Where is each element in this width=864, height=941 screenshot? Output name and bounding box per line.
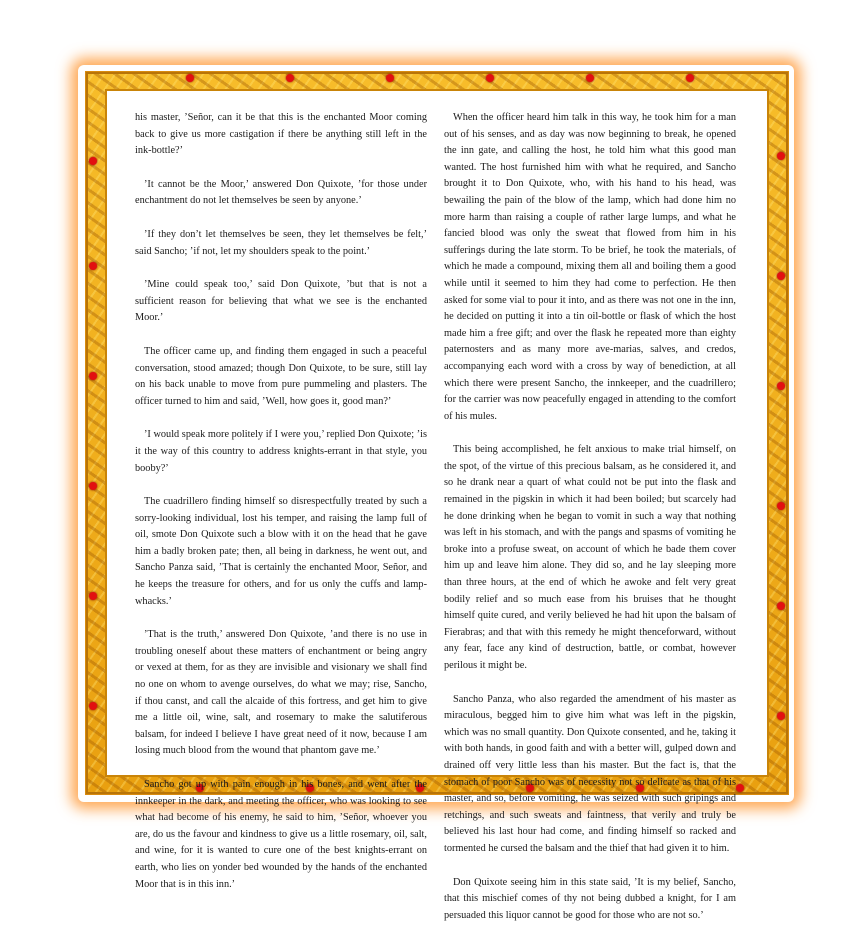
paragraph: ’If they don’t let themselves be seen, they let themselves be felt,’ said Sancho; ’if not, let my shoulders speak to the point.’ <box>135 228 427 257</box>
frame-stud <box>736 784 744 792</box>
frame-stud <box>286 74 294 82</box>
paragraph: When the officer heard him talk in this way, he took him for a man out of his senses, and as day was now beginning to break, he opened the inn gate, and calling the host, he told him what this good man wanted. The host furnished him with what he required, and Sancho brought it to Don Quixote, who, with his hand to his head, was bewailing the pain of the blow of the lamp, which had done him no more harm than raising a couple of rather large lumps, and what he fancied blood was only the sweat that flowed from him in his sufferings during the late storm. To be brief, he took the materials, of which he made a compound, mixing them all and boiling them a good while until it seemed to him they had come to perfection. He then asked for some vial to pour it into, and as there was not one in the inn, he decided on putting it into a tin oil-bottle or flask of which the host made him a free gift; and over the flask he repeated more than eighty paternosters and as many more ave-marias, salves, and credos, accompanying each word with a cross by way of benediction, at all which there were present Sancho, the innkeeper, and the cuadrillero; for the carrier was now peacefully engaged in attending to the comfort of his mules. <box>444 112 736 422</box>
paragraph: Sancho got up with pain enough in his bones, and went after the innkeeper in the dark, and meeting the officer, who was looking to see what had become of his enemy, he said to him, ’Señor, whoever you are, do us the favour and kindness to give us a little rosemary, oil, salt, and wine, for it is wanted to cure one of the best knights-errant on earth, who lies on yonder bed wounded by the hands of the enchanted Moor that is in this inn.’ <box>135 779 427 890</box>
paragraph: The officer came up, and finding them engaged in such a peaceful conversation, stood amazed; though Don Quixote, to be sure, still lay on his back unable to move from pure pummeling and plasters. The officer turned to him and said, ’Well, how goes it, good man?’ <box>135 345 427 407</box>
frame-stud <box>777 152 785 160</box>
frame-stud <box>686 74 694 82</box>
paragraph: ’That is the truth,’ answered Don Quixote, ’and there is no use in troubling oneself about these matters of enchantment or being angry or vexed at them, for as they are invisible and visionary we shall find no one on whom to avenge ourselves, do what we may; rise, Sancho, if thou canst, and call the alcaide of this fortress, and get him to give me a little oil, wine, salt, and rosemary to make the salutiferous balsam, for indeed I believe I have great need of it now, because I am losing much blood from the wound that phantom gave me.’ <box>135 629 427 757</box>
frame-stud <box>586 74 594 82</box>
frame-stud <box>89 372 97 380</box>
frame-stud <box>89 157 97 165</box>
frame-stud <box>186 74 194 82</box>
frame-stud <box>777 712 785 720</box>
frame-stud <box>777 502 785 510</box>
paragraph: Don Quixote seeing him in this state said, ’It is my belief, Sancho, that this mischief comes of thy not being dubbed a knight, for I am persuaded this liquor cannot be good for those who are not so.’ <box>444 876 736 921</box>
frame-stud <box>89 482 97 490</box>
frame-stud <box>777 602 785 610</box>
frame-stud <box>486 74 494 82</box>
right-column <box>444 110 736 941</box>
paragraph: The cuadrillero finding himself so disrespectfully treated by such a sorry-looking individual, lost his temper, and raising the lamp full of oil, smote Don Quixote such a blow with it on the head that he gave him a badly broken pate; then, all being in darkness, he went out, and Sancho Panza said, ’That is certainly the enchanted Moor, Señor, and he keeps the treasure for others, and for us only the cuffs and lamp-whacks.’ <box>135 496 427 607</box>
book-page <box>107 91 767 921</box>
paragraph: his master, ’Señor, can it be that this is the enchanted Moor coming back to give us more castigation if there be anything still left in the ink-bottle?’ <box>135 112 427 157</box>
frame-stud <box>89 702 97 710</box>
frame-stud <box>777 272 785 280</box>
frame-stud <box>777 382 785 390</box>
frame-stud <box>89 262 97 270</box>
paragraph: Sancho Panza, who also regarded the amendment of his master as miraculous, begged him to give him what was left in the pigskin, which was no small quantity. Don Quixote consented, and he, taking it with both hands, in good faith and with a better will, gulped down and drained off very little less than his master. But the fact is, that the stomach of poor Sancho was of necessity not so delicate as that of his master, and so, before vomiting, he was seized with such gripings and retchings, and such sweats and faintness, that verily and truly be believed his last hour had come, and finding himself so racked and tormented he cursed the balsam and the thief that had given it to him. <box>444 693 736 854</box>
paragraph: This being accomplished, he felt anxious to make trial himself, on the spot, of the virtue of this precious balsam, as he considered it, and so he drank near a quart of what could not be put into the flask and remained in the pigskin in which it had been boiled; but scarcely had he done drinking when he began to vomit in such a way that nothing was left in his stomach, and with the pangs and spasms of vomiting he broke into a profuse sweat, on account of which he bade them cover him up and leave him alone. They did so, and he lay sleeping more than three hours, at the end of which he awoke and felt very great bodily relief and so much ease from his bruises that he thought himself quite cured, and verily believed he had hit upon the balsam of Fierabras; and that with this remedy he might thenceforward, without any fear, face any kind of destruction, battle, or combat, however perilous it might be. <box>444 444 736 671</box>
frame-stud <box>89 592 97 600</box>
paragraph: ’I would speak more politely if I were you,’ replied Don Quixote; ’is it the way of this country to address knights-errant in that style, you booby?’ <box>135 429 427 474</box>
paragraph: ’It cannot be the Moor,’ answered Don Quixote, ’for those under enchantment do not let themselves be seen by anyone.’ <box>135 178 427 207</box>
paragraph: ’Mine could speak too,’ said Don Quixote, ’but that is not a sufficient reason for believing that what we see is the enchanted Moor.’ <box>135 279 427 324</box>
left-column <box>135 110 427 910</box>
frame-stud <box>386 74 394 82</box>
